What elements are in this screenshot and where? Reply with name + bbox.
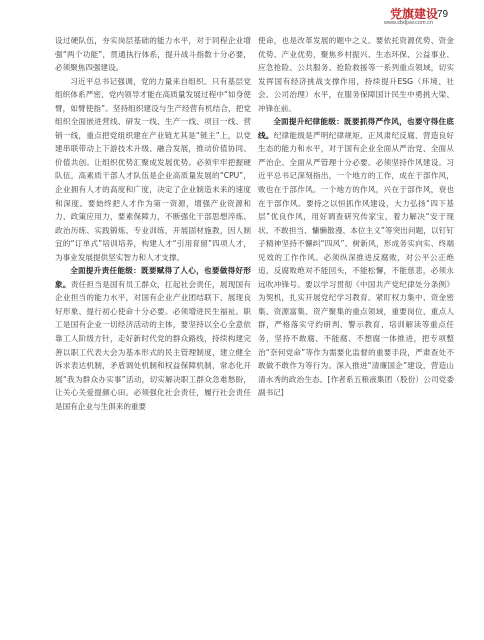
site-url: www.sbdjsw.com.cn <box>384 20 433 26</box>
page-header <box>0 0 484 34</box>
section-heading: 全面提升纪律能级：既要抓得严作风，也要守得住底线。 <box>258 117 454 140</box>
paragraph: 习近平总书记强调，党的力量来自组织。只有基层党组织体系严密，党内领导才能在高质量发展过程中“如身使臂，如臂使指”。坚持组织建设与生产经营有机结合，把党组织全面嵌进营线、研发一线、生产一线、项目一线、营销一线，重点把党组织建在产业链尤其是“链主”上，以党建串联带动上下游技术升级、融合发展，推动价值协同、价值共创。让组织优势汇聚成发展优势。必须牢牢把握硬队伍，高素质干部人才队伍是企业高质量发展的“CPU”，企业拥有人才的高度和广度，决定了企业制造未来的速度和深度。要始终把人才作为第一资源，增强产业资源和力、政策应用力，要素保障力，不断强化干部思想淬炼、政治历练、实践锻炼、专业训练，开展固材施教，因人制宜的“订单式”培训培养，构建人才“引用育留”四项人才，为事业发展提供坚实智力和人才支撑。 <box>55 76 251 262</box>
left-column <box>55 34 251 413</box>
page-number: 79 <box>437 9 449 20</box>
paragraph <box>258 115 454 399</box>
paragraph-text: 纪律能级是严明纪律规矩、正风肃纪反腐、营造良好生态的能力和水平，对于国有企业全面从严治党、全面从严治企、全面从严管理十分必要。必须坚持作风建设。习近平总书记深刻指出，一个地方的工作，成在于部作风，败也在于部作风。一个地方的作风，兴在于部作风，衰也在于部作风。要持之以恒抓作风建设，大力弘扬“四下基层”优良作风，用好调查研究传家宝，着力解决“安于现状、不敢担当、慵懒散漫、本位主义”等突出问题，以钉钉子精神坚持不懈纠“四风”、树新风，形成务实向实、终端见效的工作作风。必须纵深推进反腐败，对公平公正绝追，反腐败绝对不能回头，不能松懈，不能慈悲，必须永远吹冲锋号。要以学习贯彻《中国共产党纪律处分条例》为契机，扎实开展党纪学习教育。紧盯权力集中、资金密集、资源富集、资产聚集的重点领域，重要岗位、重点人群，严格落实守约研判、警示教育、培训解读等重点任务，坚持不敢腐、不能腐、不想腐一体推进，把专项整治“奈何党命”等作为需要化监督的重要手段，严肃查处不敢做不敢作为等行为。深入推进“清廉国企”建设，营造山清水秀的政治生态。[作者系五粮液集团（股份）公司党委副书记] <box>258 130 454 398</box>
right-column <box>258 34 454 400</box>
paragraph <box>55 264 251 413</box>
paragraph: 设过硬队伍，夯实岗层基础的能力水平，对于同程企业增强“两个功能”，贯通执行体系，提升战斗指数十分必要，必须聚焦四强建设。 <box>55 36 251 73</box>
section-heading: 全面提升责任能级：既要赋得了人心，也要做得好形象。 <box>55 266 251 289</box>
magazine-logo: 党旗建设 <box>390 7 439 21</box>
paragraph-text: 责任担当是国有员工群众，扛起社会责任，展现国有企业担当的能力水平，对国有企业产业团结联下、展现良好形象、提行初心使命十分必要。必须增进民生福祉。职工是国有企业一切经济活动的主体，要坚持以全心全意依靠工人阶级方针，走好新时代党的群众路线，持续构建完善以职工代表大会为基本形式的民主管理制度，建立健全诉求表达机制，矛盾调处机制和权益保障机制，常态化开展“我为群众办实事”活动，切实解决职工群众急难愁盼，让关心关爱提颜心田。必须强化社会责任，履行社会责任是国有企业与生俱来的重要 <box>55 279 251 411</box>
paragraph: 使命，也是改革发展的题中之义。要依托资源优势、资金优势、产业优势，聚焦乡村振兴、生态环保、公益事业、应急抢险、公共服务、抢险救援等一系列重点领域，切实发挥国有经济挑战支撑作用，持续提升ESG（环境、社会、公司治理）水平，在服务保障国计民生中勇挑大梁、冲锋在前。 <box>258 36 454 113</box>
